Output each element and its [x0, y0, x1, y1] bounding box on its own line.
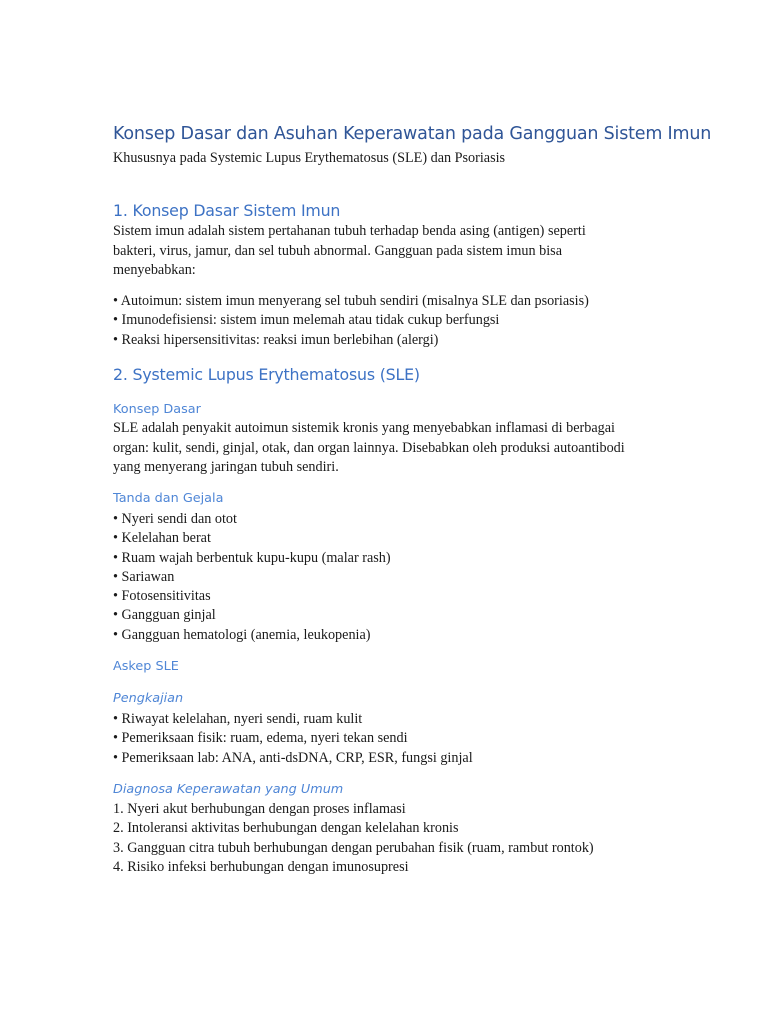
diagnosa-list — [113, 800, 594, 877]
list-item: • Pemeriksaan lab: ANA, anti-dsDNA, CRP, ESR, fungsi ginjal — [113, 749, 473, 766]
list-item: • Gangguan hematologi (anemia, leukopenia) — [113, 626, 371, 643]
list-item: • Fotosensitivitas — [113, 588, 211, 605]
paragraph-line: menyebabkan: — [113, 262, 196, 279]
list-item: • Nyeri sendi dan otot — [113, 511, 237, 527]
paragraph-line: organ: kulit, sendi, ginjal, otak, dan organ lainnya. Disebabkan oleh produksi autoantibodi — [113, 439, 625, 456]
askep-sle-heading: Askep SLE — [113, 659, 179, 674]
paragraph-line: Sistem imun adalah sistem pertahanan tubuh terhadap benda asing (antigen) seperti — [113, 223, 586, 239]
list-item: • Kelelahan berat — [113, 530, 211, 547]
list-item: • Autoimun: sistem imun menyerang sel tubuh sendiri (misalnya SLE dan psoriasis) — [113, 293, 589, 309]
list-item: • Reaksi hipersensitivitas: reaksi imun berlebihan (alergi) — [113, 331, 439, 348]
immune-disorder-list — [113, 292, 589, 350]
list-item: • Riwayat kelelahan, nyeri sendi, ruam kulit — [113, 711, 363, 727]
pengkajian-list — [113, 710, 473, 768]
list-item: 4. Risiko infeksi berhubungan dengan imunosupresi — [113, 858, 409, 875]
paragraph-line: yang menyerang jaringan tubuh sendiri. — [113, 459, 339, 476]
list-item: • Gangguan ginjal — [113, 607, 216, 624]
pengkajian-heading: Pengkajian — [113, 691, 184, 706]
document-title: Konsep Dasar dan Asuhan Keperawatan pada Gangguan Sistem Imun — [113, 124, 712, 144]
diagnosa-heading: Diagnosa Keperawatan yang Umum — [113, 782, 344, 797]
tanda-gejala-heading: Tanda dan Gejala — [113, 491, 224, 506]
paragraph-line: bakteri, virus, jamur, dan sel tubuh abnormal. Gangguan pada sistem imun bisa — [113, 242, 562, 259]
list-item: 3. Gangguan citra tubuh berhubungan dengan perubahan fisik (ruam, rambut rontok) — [113, 839, 594, 856]
list-item: • Pemeriksaan fisik: ruam, edema, nyeri tekan sendi — [113, 730, 408, 747]
konsep-dasar-heading: Konsep Dasar — [113, 402, 201, 417]
list-item: • Ruam wajah berbentuk kupu-kupu (malar rash) — [113, 549, 391, 566]
konsep-dasar-paragraph — [113, 419, 653, 478]
section-1-heading: 1. Konsep Dasar Sistem Imun — [113, 201, 341, 220]
document-subtitle: Khususnya pada Systemic Lupus Erythematosus (SLE) dan Psoriasis — [113, 150, 506, 166]
symptom-list — [113, 510, 391, 645]
paragraph-line: SLE adalah penyakit autoimun sistemik kronis yang menyebabkan inflamasi di berbagai — [113, 420, 615, 436]
list-item: 2. Intoleransi aktivitas berhubungan dengan kelelahan kronis — [113, 820, 459, 837]
list-item: • Sariawan — [113, 568, 175, 585]
list-item: 1. Nyeri akut berhubungan dengan proses inflamasi — [113, 801, 406, 817]
section-1-paragraph — [113, 222, 653, 281]
section-2-heading: 2. Systemic Lupus Erythematosus (SLE) — [113, 365, 420, 384]
list-item: • Imunodefisiensi: sistem imun melemah atau tidak cukup berfungsi — [113, 312, 500, 329]
